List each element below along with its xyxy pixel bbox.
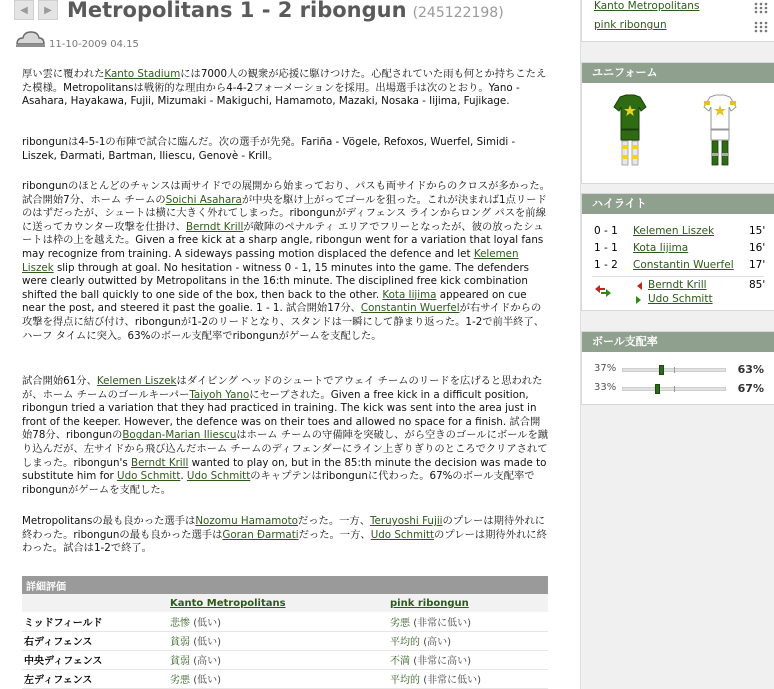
- player-link[interactable]: Goran Đarmati: [222, 528, 299, 541]
- report-text: はダイビング ヘッドのシュートでアウェイ チームのリードを広げると思われたが、ホーム チームのゴールキーパー: [22, 375, 543, 401]
- report-text: Metropolitansの最も良かった選手は: [22, 515, 196, 527]
- possession-bar-1: 37% 63%: [594, 363, 764, 376]
- player-link[interactable]: Kota Iijima: [382, 288, 437, 301]
- player-link[interactable]: Udo Schmitt: [117, 470, 181, 483]
- report-text: はホーム チームの守備陣を突破し、がら空きのゴールにボールを蹴り込んだが、左サイドから飛び込んだホーム チームのディフェンダーにライン上ぎりぎりのところでクリアされてしまった。ribongun's: [22, 429, 549, 469]
- player-link[interactable]: Nozomu Hamamoto: [195, 515, 298, 527]
- ratings-team2-link[interactable]: pink ribongun: [390, 597, 469, 609]
- player-link[interactable]: Udo Schmitt: [186, 470, 251, 483]
- report-text: が敵陣のペナルティ エリアでフリーとなったが、彼の放ったシュートは枠の上を越えた。Given a free kick at a sharp angle, ribongun went for a variation that loyal fans may recognize from training. A sideways passing motion displaced the defence and let: [22, 220, 544, 260]
- player-link[interactable]: Teruyoshi Fujii: [370, 515, 443, 527]
- player-link[interactable]: Berndt Krill: [185, 220, 244, 233]
- match-navigation: [14, 0, 58, 20]
- report-text: wanted to play on, but in the 85:th minute the decision was made to substitute him for: [22, 456, 547, 483]
- report-text: appeared on cue near the post, and steered it past the goalie. 1 - 1. 試合開始17分、: [22, 288, 527, 315]
- possession-box: [581, 331, 774, 405]
- table-row: 中央ディフェンス 貧弱 (高い) 不満 (非常に高い): [22, 650, 548, 669]
- highlight-player-link[interactable]: Kelemen Liszek: [633, 225, 715, 237]
- table-row: 左ディフェンス 劣悪 (低い) 平均的 (非常に低い): [22, 669, 548, 688]
- report-paragraph-5: [22, 515, 550, 556]
- arrow-in-icon: [634, 295, 644, 305]
- uniform-box: [581, 62, 774, 184]
- ratings-title: 詳細評価: [22, 576, 548, 594]
- possession-title: ボール支配率: [582, 332, 774, 352]
- report-text: 厚い雲に覆われた: [22, 68, 105, 80]
- player-link[interactable]: Constantin Wuerfel: [360, 302, 460, 315]
- highlight-player-link[interactable]: Constantin Wuerfel: [633, 259, 734, 271]
- report-text: には7000人の観衆が応援に駆けつけた。心配されていた雨も何とか持ちこたえた模様。Metropolitansは戦術的な理由から4-4-2フォーメーションを採用。出場選手は次のとおり。Yano - Asahara, Hayakawa, Fujii, Mizumaki - Makiguchi, Hamamoto, Mazaki, Nosaka - Iijima, Fujikage.: [22, 68, 547, 108]
- report-text: だった。一方、: [298, 528, 371, 541]
- highlights-title: ハイライト: [582, 194, 774, 214]
- report-text: にセーブされた。Given a free kick in a difficult position, ribongun tried a variation that they had practiced in training. The kick was sent into the area just in front of the keeper. However, the defence was on their toes and allowed no space for a finish. 試合開始78分、ribongunの: [22, 388, 541, 442]
- report-text: ribongunは4-5-1の布陣で試合に臨んだ。次の選手が先発。Fariña - Vögele, Refoxos, Wuerfel, Simidi - Liszek, Đarmati, Bartman, Iliescu, Genovè - Krill。: [22, 136, 516, 162]
- highlight-player-link[interactable]: Kota Iijima: [633, 242, 689, 254]
- teams-box: [581, 0, 774, 42]
- grid-dots-icon[interactable]: [754, 2, 768, 14]
- list-item: 0 - 1 Kelemen Liszek 15': [594, 225, 766, 237]
- player-link[interactable]: Taiyoh Yano: [189, 388, 250, 401]
- report-paragraph-1: [22, 68, 550, 109]
- arrow-left-icon: ◀: [20, 4, 28, 16]
- cloudy-weather-icon: [14, 27, 46, 49]
- report-text: slip through at goal. No hesitation - witness 0 - 1, 15 minutes into the game. The defenders were clearly outwitted by Metropolitans in the 16:th minute. The disciplined free kick combination shifted the ball quickly to one side of the box, then back to the other.: [22, 261, 530, 301]
- table-row: ミッドフィールド 悲惨 (低い) 劣悪 (非常に低い): [22, 612, 548, 631]
- uniform-title: ユニフォーム: [582, 63, 774, 83]
- sidebar-team-home-link[interactable]: Kanto Metropolitans: [594, 0, 700, 12]
- report-paragraph-2: [22, 136, 550, 163]
- report-paragraph-4: [22, 375, 550, 497]
- grid-dots-icon[interactable]: [754, 21, 768, 33]
- report-text: のプレーは期待外れに終わった。試合は1-2で終了。: [22, 528, 547, 555]
- substitution-icon: [594, 285, 612, 297]
- ratings-table: [22, 576, 548, 689]
- player-link[interactable]: Bogdan-Marian Iliescu: [122, 429, 237, 442]
- list-item: 1 - 1 Kota Iijima 16': [594, 242, 766, 254]
- player-link[interactable]: Kelemen Liszek: [96, 375, 177, 387]
- highlights-box: [581, 193, 774, 311]
- table-row: 右ディフェンス 貧弱 (低い) 平均的 (高い): [22, 631, 548, 650]
- sidebar: [580, 0, 774, 689]
- arrow-right-icon: ▶: [44, 4, 52, 16]
- prev-match-button[interactable]: [14, 0, 34, 20]
- list-item: 1 - 2 Constantin Wuerfel 17': [594, 259, 766, 271]
- next-match-button[interactable]: [38, 0, 58, 20]
- report-paragraph-3: [22, 180, 550, 343]
- report-text: だった。一方、: [297, 515, 371, 527]
- player-link[interactable]: Kanto Stadium: [104, 68, 181, 80]
- player-link[interactable]: Berndt Krill: [131, 456, 189, 469]
- report-text: のキャプテンはribongunに代わった。67%のボール支配率でribongunがゲームを支配した。: [22, 470, 535, 496]
- ratings-team1-link[interactable]: Kanto Metropolitans: [170, 597, 286, 609]
- arrow-out-icon: [634, 281, 644, 291]
- sidebar-team-away-link[interactable]: pink ribongun: [594, 19, 667, 31]
- page-title: [67, 0, 504, 22]
- report-text: が中央を駆け上がってゴールを狙った。これが決まれば1点リードのはずだったが、シュートは横に大きく外れてしまった。ribongunがディフェンス ラインからロング パスを前線に送ってカウンター攻撃を仕掛け、: [22, 193, 547, 233]
- report-text: .: [180, 470, 187, 483]
- sub-minute: 85': [749, 279, 766, 291]
- report-text: 試合開始61分、: [22, 375, 97, 387]
- player-link[interactable]: Soichi Asahara: [165, 193, 242, 206]
- divider: [592, 276, 764, 277]
- match-date: 11-10-2009 04.15: [49, 39, 139, 50]
- sub-out-player-link[interactable]: Berndt Krill: [648, 279, 707, 291]
- report-text: が右サイドからの攻撃を得点に結び付け、ribongunが1-2のリードとなり、スタンドは一瞬にして静まり返った。1-2で前半終了、ハーフ タイムに突入。63%のボール支配率でribongunがゲームを支配した。: [22, 302, 545, 342]
- match-id: (245122198): [412, 5, 504, 21]
- player-link[interactable]: Udo Schmitt: [370, 528, 435, 541]
- match-title: Metropolitans 1 - 2 ribongun: [67, 0, 407, 22]
- report-text: のプレーは期待外れに終わった。ribongunの最も良かった選手は: [22, 515, 546, 541]
- report-text: ribongunのほとんどのチャンスは両サイドでの展開から始まっており、パスも両サイドからのクロスが多かった。試合開始7分、ホーム チームの: [22, 180, 550, 206]
- sub-in-player-link[interactable]: Udo Schmitt: [648, 293, 713, 305]
- home-kit-icon: [612, 93, 648, 173]
- player-link[interactable]: Kelemen Liszek: [22, 247, 519, 274]
- away-kit-icon: [702, 93, 738, 173]
- possession-bar-2: 33% 67%: [594, 382, 764, 395]
